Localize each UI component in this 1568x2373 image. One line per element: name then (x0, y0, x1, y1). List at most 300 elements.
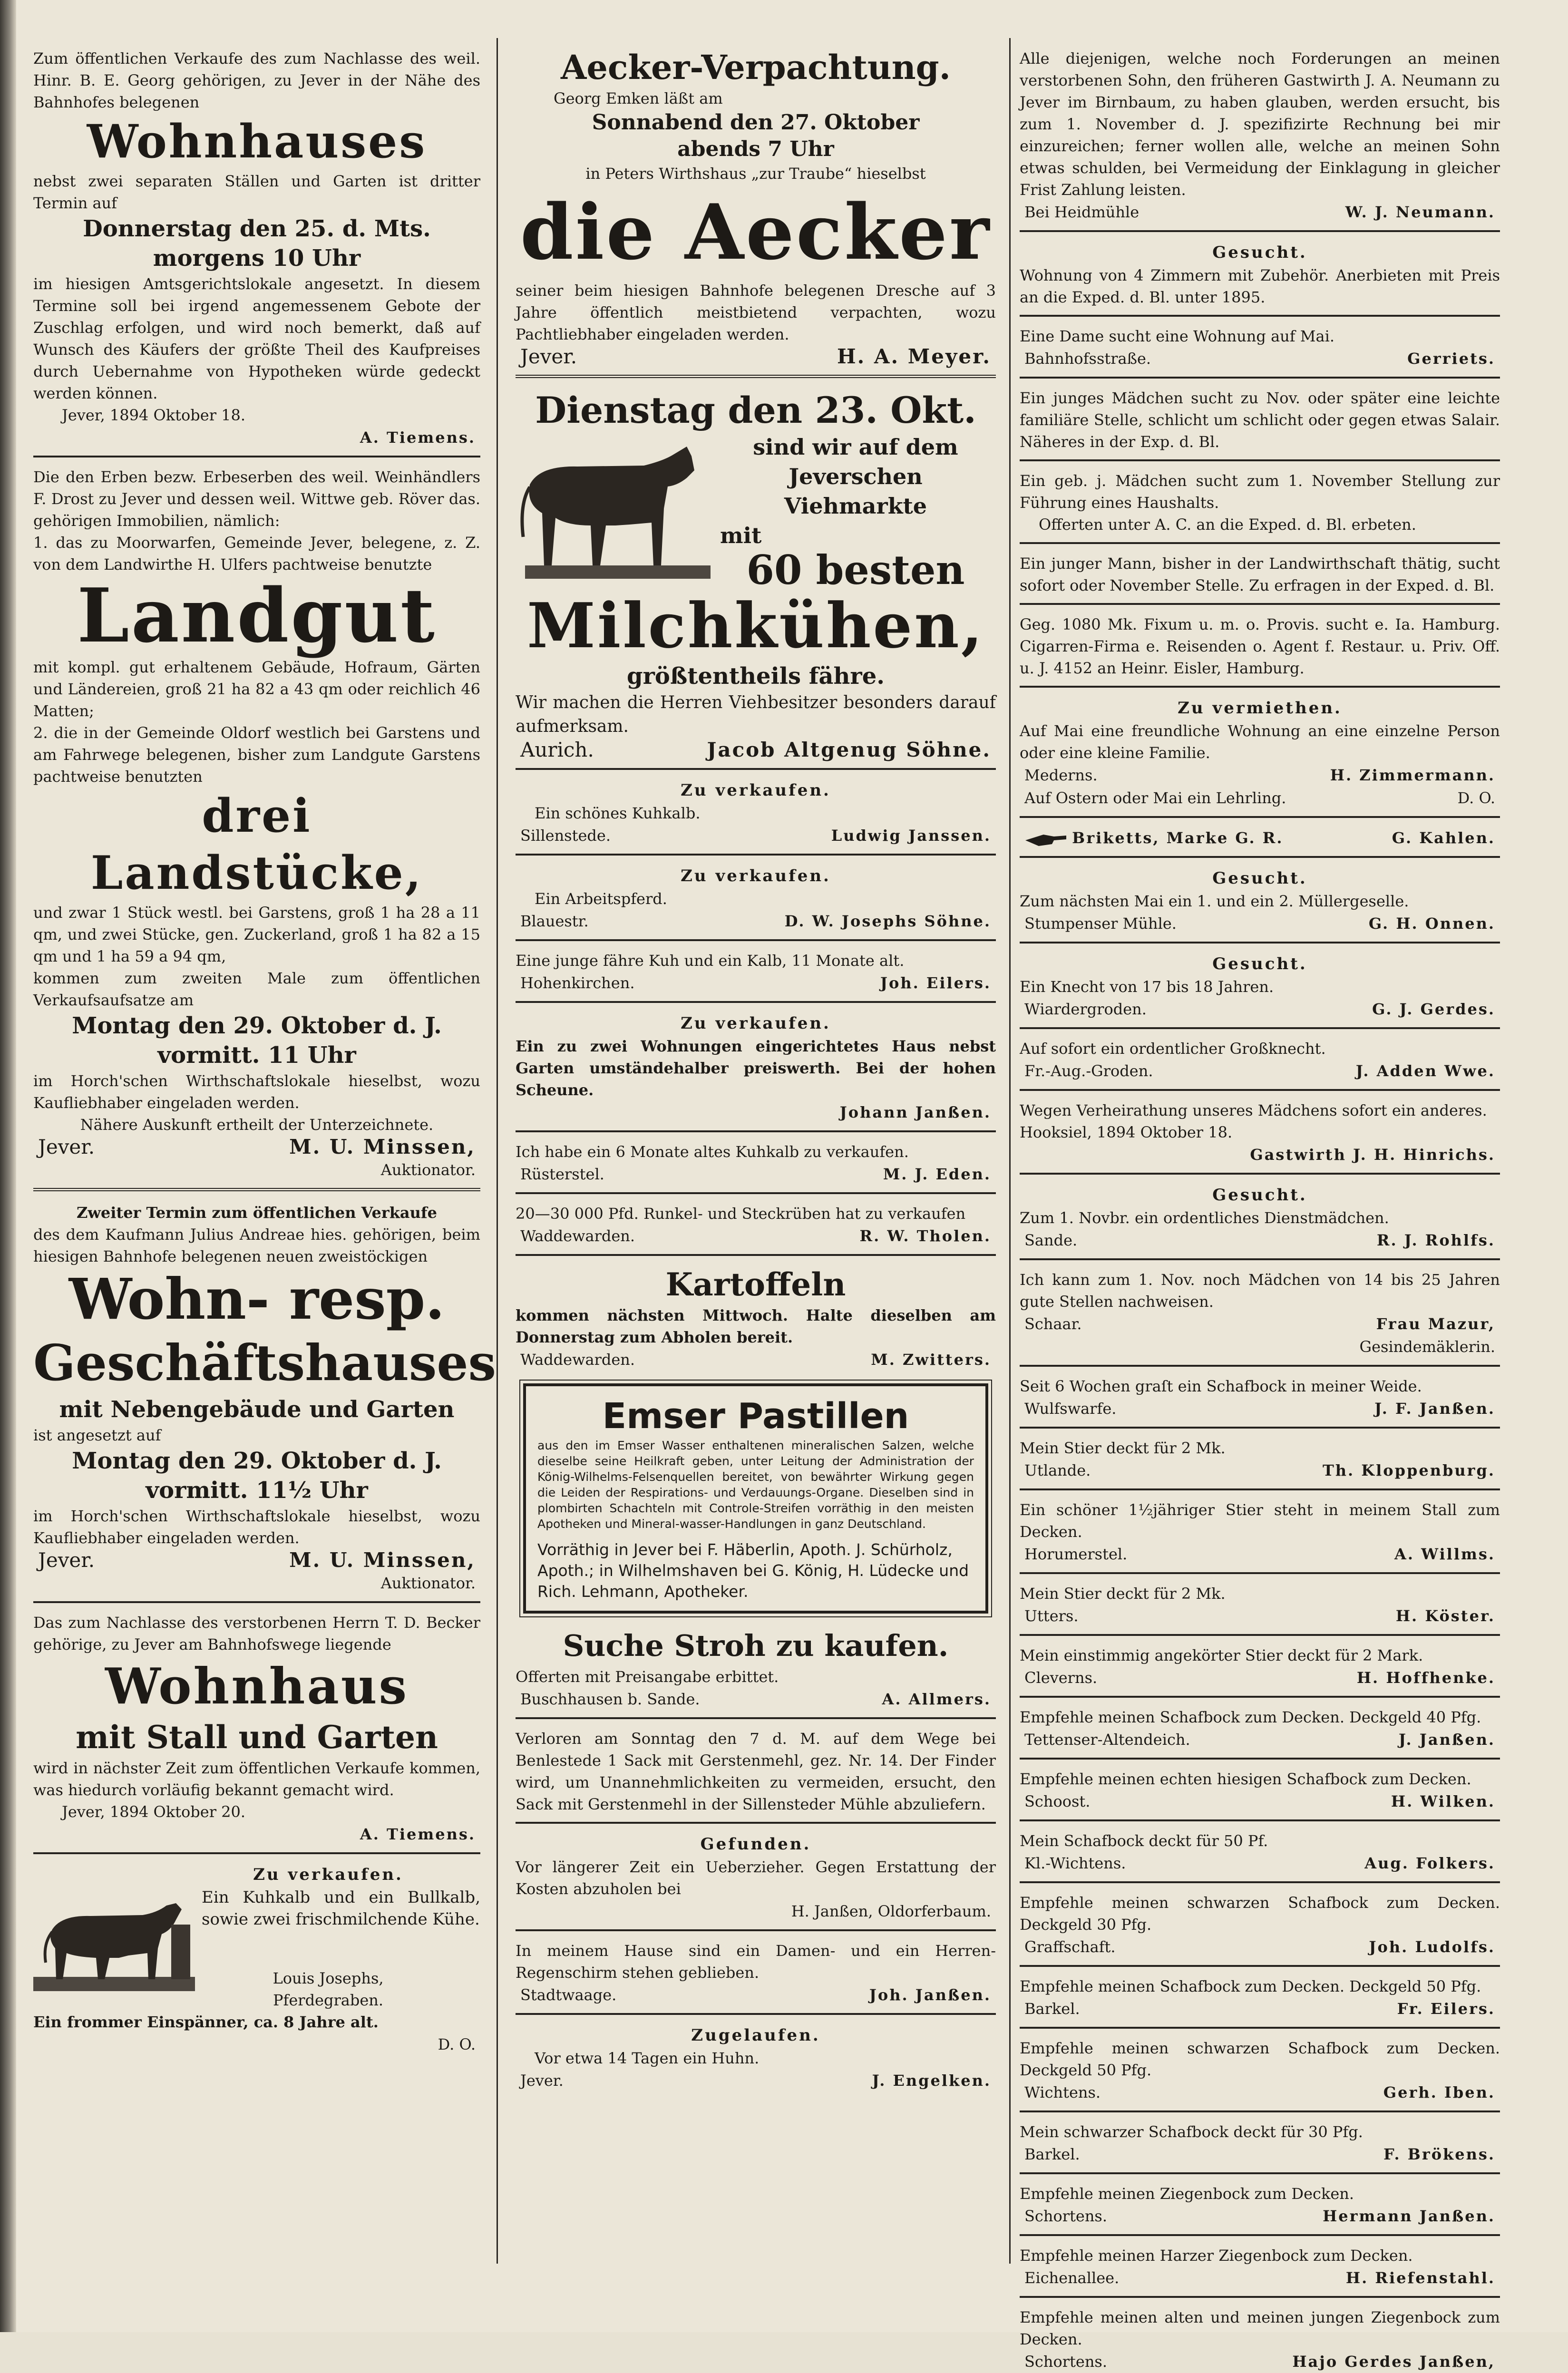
ad-body: Ich habe ein 6 Monate altes Kuhkalb zu verkaufen. (516, 1143, 909, 1161)
ad-signer: Th. Kloppenburg. (1322, 1461, 1495, 1479)
ad-intro: Die den Erben bezw. Erbeserben des weil. Weinhändlers F. Drost zu Jever und dessen weil. Wittwe geb. Röver das. gehörigen Immobilien, nämlich: (33, 468, 480, 530)
ad-divider (516, 1822, 996, 1824)
ad-signer: J. Adden Wwe. (1355, 1062, 1495, 1080)
ad-kuhkalb-josephs (33, 1863, 480, 2056)
ad-headline: Milchkühen, (527, 589, 984, 662)
ad-signer-title: Auktionator. (380, 1574, 476, 1592)
ad-headline: Wohnhaus (105, 1657, 409, 1715)
ad-body: In meinem Hause sind ein Damen- und ein Herren-Regenschirm stehen geblieben. (516, 1942, 996, 1982)
ad-geschaeftshaus-andreae (33, 1202, 497, 1595)
ad-body: Ein Kuhkalb und ein Bullkalb, sowie zwei frischmilchende Kühe. (202, 1888, 480, 1929)
ad-body: Mein Stier deckt für 2 Mk. (1020, 1439, 1226, 1457)
ad-cigarren-reisender (1020, 613, 1500, 679)
ad-place: Stumpenser Mühle. (1024, 914, 1177, 933)
ad-place: Kl.-Wichtens. (1024, 1854, 1126, 1872)
pointing-hand-icon (1024, 830, 1067, 849)
ad-body: Wegen Verheirathung unseres Mädchens sofort ein anderes. (1020, 1101, 1487, 1119)
ad-place: Schaar. (1024, 1315, 1082, 1333)
ad-divider (1020, 2027, 1500, 2029)
cow-illustration-icon (33, 1887, 195, 1996)
column-middle (516, 48, 996, 2245)
ad-place-date: Hooksiel, 1894 Oktober 18. (1020, 1123, 1233, 1141)
ad-body: Ich kann zum 1. Nov. noch Mädchen von 14 bis 25 Jahren gute Stellen nachweisen. (1020, 1271, 1500, 1311)
ad-stier-willms (1020, 1499, 1500, 1566)
ad-place: Aurich. (520, 738, 594, 761)
ad-signer: Joh. Janßen. (869, 1986, 991, 2004)
ad-schafbock-ludolfs (1020, 1892, 1500, 1958)
ad-stroh (516, 1626, 996, 1711)
ad-ziegenbock-janssen (1020, 2183, 1500, 2227)
ad-body: kommen zum zweiten Male zum öffentlichen Verkaufsaufsatze am (33, 969, 480, 1009)
ad-stier-kloppenburg (1020, 1437, 1500, 1482)
ad-body: Ein frommer Einspänner, ca. 8 Jahre alt. (33, 2013, 379, 2031)
ad-place: Sillenstede. (520, 827, 611, 845)
ad-divider (1020, 1634, 1500, 1636)
ad-divider (1020, 542, 1500, 544)
ad-head: Zu verkaufen. (681, 781, 831, 800)
ad-body: Mein Stier deckt für 2 Mk. (1020, 1585, 1226, 1603)
ad-signer: Johann Janßen. (839, 1103, 991, 1121)
ad-body: Empfehle meinen Harzer Ziegenbock zum Decken. (1020, 2247, 1413, 2265)
ad-signer: R. W. Tholen. (859, 1227, 991, 1245)
ad-signer: Frau Mazur, (1376, 1315, 1495, 1333)
ad-divider (1020, 1173, 1500, 1175)
ad-line: mit (720, 523, 762, 548)
ad-head: Zu verkaufen. (681, 1014, 831, 1033)
ad-headline: drei Landstücke, (90, 789, 423, 900)
ad-signer: H. Janßen, Oldorferbaum. (791, 1902, 991, 1920)
ad-body: Ein junger Mann, bisher in der Landwirthschaft thätig, sucht sofort oder November Stelle. Zu erfragen in der Exped. d. Bl. (1020, 554, 1500, 594)
ad-divider (516, 2013, 996, 2015)
ad-headline: Aecker-Verpachtung. (561, 48, 951, 87)
ad-headline: Geschäftshauses (33, 1333, 497, 1392)
ad-body: Vor etwa 14 Tagen ein Huhn. (535, 2049, 760, 2067)
ad-regenschirm (516, 1940, 996, 2006)
ad-body: Briketts, Marke G. R. (1072, 829, 1284, 847)
ad-grossknecht (1020, 1038, 1500, 1082)
ad-body: Eine junge fähre Kuh und ein Kalb, 11 Monate alt. (516, 952, 905, 970)
ad-schafbock-weide (1020, 1375, 1500, 1420)
ad-place: Schoost. (1024, 1792, 1091, 1810)
ad-line: 60 besten (746, 546, 965, 593)
ad-divider (1020, 1758, 1500, 1760)
ad-kuh-eilers (516, 950, 996, 994)
ad-date: Donnerstag den 25. d. Mts. (83, 215, 431, 242)
ad-divider (1020, 1965, 1500, 1967)
ad-body: Empfehle meinen Schafbock zum Decken. Deckgeld 50 Pfg. (1020, 1977, 1481, 1995)
ad-zu-vermiethen (1020, 696, 1500, 809)
ad-signer: A. Allmers. (882, 1690, 991, 1708)
ad-divider (33, 1852, 480, 1854)
ad-aecker-verpachtung (516, 48, 996, 368)
ad-place: Barkel. (1024, 2145, 1080, 2163)
ad-signer: Joh. Ludolfs. (1369, 1938, 1495, 1956)
column-left (33, 48, 497, 2245)
ad-signer: Aug. Folkers. (1364, 1854, 1495, 1872)
ad-divider (1020, 459, 1500, 461)
ad-body: Zum nächsten Mai ein 1. und ein 2. Müllergeselle. (1020, 892, 1409, 910)
ad-signer: H. Riefenstahl. (1345, 2269, 1495, 2287)
ad-divider (1020, 315, 1500, 317)
ad-place: Utlande. (1024, 1461, 1091, 1479)
ad-signer: H. Wilken. (1391, 1792, 1495, 1810)
ad-signer: Hajo Gerdes Janßen, (1292, 2353, 1495, 2371)
ad-junger-mann (1020, 553, 1500, 596)
ad-headline: Kartoffeln (665, 1266, 846, 1303)
ad-head: Gesucht. (1212, 869, 1307, 888)
ad-divider (516, 375, 996, 380)
ad-place: Hohenkirchen. (520, 974, 635, 992)
ad-time: morgens 10 Uhr (153, 245, 361, 272)
ad-place: Wulfswarfe. (1024, 1400, 1117, 1418)
ad-divider (1020, 856, 1500, 858)
ad-signer: Gerh. Iben. (1383, 2083, 1495, 2101)
ad-signer: R. J. Rohlfs. (1376, 1231, 1495, 1249)
ad-signer: M. U. Minssen, (289, 1548, 476, 1572)
ad-body: wird in nächster Zeit zum öffentlichen Verkaufe kommen, was hiedurch vorläufig bekannt gemacht wird. (33, 1759, 480, 1799)
ad-wohnhaus-becker (33, 1612, 480, 1846)
ad-divider (516, 1001, 996, 1003)
ad-body: Empfehle meinen Ziegenbock zum Decken. (1020, 2185, 1354, 2203)
ad-signer: A. Tiemens. (360, 1825, 476, 1843)
ad-body: Ein Knecht von 17 bis 18 Jahren. (1020, 978, 1274, 996)
ad-divider (1020, 1427, 1500, 1429)
ad-signer: G. Kahlen. (1392, 829, 1495, 847)
ad-date: Sonnabend den 27. Oktober (592, 110, 920, 135)
ad-landgut-drost (33, 466, 480, 1181)
ad-item: 1. das zu Moorwarfen, Gemeinde Jever, belegene, z. Z. von dem Landwirthe H. Ulfers pachtweise benutzte (33, 534, 480, 574)
ad-divider (1020, 1881, 1500, 1883)
ad-place: Buschhausen b. Sande. (520, 1690, 700, 1708)
ad-time: vormitt. 11½ Uhr (146, 1477, 368, 1504)
ad-place: Stadtwaage. (520, 1986, 617, 2004)
ad-line: in Peters Wirthshaus „zur Traube“ hieselbst (585, 165, 926, 183)
ad-date: Montag den 29. Oktober d. J. (72, 1012, 442, 1039)
ad-headline: Wohn- resp. (68, 1266, 445, 1332)
ad-divider (516, 1929, 996, 1931)
ad-wohnhaus-georg (33, 48, 480, 449)
ad-body: Offerten unter A. C. an die Exped. d. Bl. erbeten. (1039, 515, 1416, 534)
ad-body: Seit 6 Wochen graſt ein Schafbock in meiner Weide. (1020, 1377, 1422, 1395)
ad-date: Montag den 29. Oktober d. J. (72, 1448, 442, 1474)
ad-head: Gefunden. (700, 1835, 811, 1854)
ad-dienstmaedchen (1020, 1183, 1500, 1252)
ad-place: Waddewarden. (520, 1351, 635, 1369)
ad-signer: M. Zwitters. (871, 1351, 991, 1369)
ad-place: Utters. (1024, 1607, 1079, 1625)
ad-body: Mein Schafbock deckt für 50 Pf. (1020, 1832, 1268, 1850)
ad-place: Jever. (38, 1548, 95, 1572)
ad-headline: Emser Pastillen (602, 1396, 909, 1437)
ad-verloren (516, 1728, 996, 1815)
ad-body: Eine Dame sucht eine Wohnung auf Mai. (1020, 327, 1335, 345)
ad-intro-bold: Zweiter Termin zum öffentlichen Verkaufe (76, 1204, 438, 1222)
ad-body: Empfehle meinen schwarzen Schafbock zum Decken. Deckgeld 50 Pfg. (1020, 2039, 1500, 2079)
ad-signer: M. J. Eden. (883, 1165, 991, 1183)
column-right (1020, 48, 1500, 2371)
ad-divider (1020, 230, 1500, 232)
ad-place: Bei Heidmühle (1024, 203, 1139, 221)
ad-divider (1020, 1696, 1500, 1698)
ad-signer-title: Auktionator. (380, 1161, 476, 1179)
ad-headline: Landgut (77, 572, 437, 659)
ad-signer: Ludwig Janssen. (831, 827, 991, 845)
ad-body: Wohnung von 4 Zimmern mit Zubehör. Anerbieten mit Preis an die Exped. d. Bl. unter 1895. (1020, 266, 1500, 306)
ad-maedchen-stelle (1020, 387, 1500, 453)
ad-item: 2. die in der Gemeinde Oldorf westlich bei Garstens und am Fahrwege belegenen, bisher zum Landgute Garstens pachtweise benutzten (33, 724, 480, 786)
ad-place: Schortens. (1024, 2207, 1108, 2225)
ad-body: ist angesetzt auf (33, 1426, 161, 1444)
ad-divider (1020, 1258, 1500, 1260)
ad-body: Ein junges Mädchen sucht zu Nov. oder später eine leichte familiäre Stelle, schlicht um schlicht oder gegen etwas Salair. Näheres in der Exp. d. Bl. (1020, 389, 1500, 451)
ad-kuhkalb-eden (516, 1141, 996, 1186)
ad-signer: Gastwirth J. H. Hinrichs. (1250, 1146, 1495, 1164)
ad-milchkuehe (516, 389, 996, 761)
ad-signer: A. Willms. (1394, 1545, 1495, 1563)
ad-place: Horumerstel. (1024, 1545, 1128, 1563)
ad-time: abends 7 Uhr (677, 137, 834, 161)
ad-divider (33, 456, 480, 457)
ad-place: Fr.-Aug.-Groden. (1024, 1062, 1153, 1080)
ad-body: Ein geb. j. Mädchen sucht zum 1. November Stellung zur Führung eines Haushalts. (1020, 472, 1500, 512)
ad-ziegenbock-riefenstahl (1020, 2245, 1500, 2289)
ad-divider (1020, 816, 1500, 818)
ad-body: Ein schöner 1½jähriger Stier steht in meinem Stall zum Decken. (1020, 1501, 1500, 1541)
ad-place: Wichtens. (1024, 2083, 1101, 2101)
ad-kuhkalb-janssen (516, 778, 996, 847)
ad-signer: G. H. Onnen. (1368, 914, 1495, 933)
ad-place-date: Jever, 1894 Oktober 20. (62, 1803, 246, 1821)
ad-line: größtentheils fähre. (627, 663, 885, 690)
ad-signer: H. A. Meyer. (837, 345, 991, 368)
ad-headline: Suche Stroh zu kaufen. (563, 1628, 949, 1663)
ad-schafbock-iben (1020, 2037, 1500, 2104)
newspaper-page (16, 0, 1568, 2371)
ad-divider (1020, 1089, 1500, 1091)
ad-divider (1020, 1488, 1500, 1490)
ad-body: Mein einstimmig angekörter Stier deckt für 2 Mark. (1020, 1646, 1423, 1664)
ad-gefunden (516, 1832, 996, 1923)
ad-body: Nähere Auskunft ertheilt der Unterzeichnete. (80, 1116, 434, 1134)
ad-body: Empfehle meinen echten hiesigen Schafbock zum Decken. (1020, 1770, 1471, 1788)
page-binding-edge (0, 0, 16, 2332)
ad-body: Auf Mai eine freundliche Wohnung an eine einzelne Person oder eine kleine Familie. (1020, 722, 1500, 762)
ad-zugelaufen (516, 2023, 996, 2092)
ad-signer: Louis Josephs, (273, 1969, 384, 1987)
ad-place: Jever. (520, 345, 577, 368)
ad-line: Jeverschen Viehmarkte (784, 464, 927, 519)
ad-arbeitspferd (516, 864, 996, 933)
ad-body: im hiesigen Amtsgerichtslokale angesetzt. In diesem Termine soll bei irgend angemessenem Gebote der Zuschlag erfolgen, und wird noch bemerkt, daß auf Wunsch des Käufers der größte Theil des Kaufpreises durch Uebernahme von Hypotheken würde gedeckt werden können. (33, 275, 480, 402)
ad-divider (1020, 2234, 1500, 2236)
ad-body: aus den im Emser Wasser enthaltenen mineralischen Salzen, welche dieselbe seine Heilkraft geben, unter Leitung der Administration der König-Wilhelms-Felsenquellen bereitet, von bewährter Wirkung gegen die Leiden der Respirations- und Verdauungs-Organe. Dieselben sind in plombirten Schachteln mit Controle-Streifen vorräthig in den meisten Apotheken und Mineral-wasser-Handlungen in ganz Deutschland. (537, 1439, 974, 1531)
ad-body: Verloren am Sonntag den 7 d. M. auf dem Wege bei Benlestede 1 Sack mit Gerstenmehl, gez. Nr. 14. Der Finder wird, um Unannehmlichkeiten zu vermeiden, ersucht, den Sack mit Gerstenmehl in der Sillensteder Mühle abzuliefern. (516, 1730, 996, 1813)
ad-signer: A. Tiemens. (360, 428, 476, 447)
ad-gesindemaeklerin (1020, 1269, 1500, 1358)
ad-emser-pastillen (523, 1383, 988, 1614)
ad-body: seiner beim hiesigen Bahnhofe belegenen Dresche auf 3 Jahre öffentlich meistbietend verpachten, wozu Pachtliebhaber eingeladen werden. (516, 282, 996, 343)
ad-place: Wiardergroden. (1024, 1000, 1147, 1018)
ad-signer: W. J. Neumann. (1345, 203, 1495, 221)
ad-divider (1020, 686, 1500, 688)
ad-divider (516, 1130, 996, 1132)
ad-divider (516, 1717, 996, 1719)
ad-place: Jever. (38, 1135, 95, 1158)
ad-body: Mein schwarzer Schafbock deckt für 30 Pfg. (1020, 2123, 1363, 2141)
ad-signer: M. U. Minssen, (289, 1135, 476, 1158)
ad-time: vormitt. 11 Uhr (157, 1042, 356, 1069)
ad-divider (33, 1188, 480, 1193)
ad-haushalt-stellung (1020, 470, 1500, 535)
ad-headline: mit Stall und Garten (76, 1719, 438, 1756)
ad-divider (1020, 2296, 1500, 2298)
ad-stier-hoffhenke (1020, 1644, 1500, 1689)
ad-head: Gesucht. (1212, 243, 1307, 262)
ad-knecht (1020, 952, 1500, 1021)
ad-signer: J. Janßen. (1398, 1731, 1495, 1749)
ad-place: Sande. (1024, 1231, 1078, 1249)
ad-schafbock-eilers (1020, 1975, 1500, 2020)
ad-signer: Hermann Janßen. (1323, 2207, 1495, 2225)
ad-divider (1020, 1027, 1500, 1029)
ad-body: mit kompl. gut erhaltenem Gebäude, Hofraum, Gärten und Ländereien, groß 21 ha 82 a 43 qm oder reichlich 46 Matten; (33, 658, 480, 720)
ad-signer: J. Engelken. (872, 2072, 991, 2090)
ad-place: Bahnhofsstraße. (1024, 350, 1151, 368)
ad-signer: J. F. Janßen. (1374, 1400, 1495, 1418)
ad-place: Blauestr. (520, 912, 589, 930)
ad-body: im Horch'schen Wirthschaftslokale hieselbst, wozu Kaufliebhaber eingeladen werden. (33, 1072, 480, 1112)
ad-rueben-tholen (516, 1203, 996, 1247)
ad-body: Wir machen die Herren Viehbesitzer besonders darauf aufmerksam. (516, 693, 996, 736)
ad-divider (516, 854, 996, 856)
column-rule (1009, 38, 1011, 2264)
ad-place: Mederns. (1024, 766, 1098, 784)
ad-body: Auf sofort ein ordentlicher Großknecht. (1020, 1040, 1326, 1058)
ad-divider (516, 1254, 996, 1256)
ad-stier-koester (1020, 1583, 1500, 1627)
ad-signer: D. O. (1457, 789, 1495, 807)
ad-divider (33, 1601, 480, 1603)
ad-head: Zu verkaufen. (681, 866, 831, 885)
ad-dame-wohnung (1020, 325, 1500, 370)
ad-signer: G. J. Gerdes. (1372, 1000, 1495, 1018)
ad-headline: die Aecker (520, 187, 992, 277)
ad-signer: Fr. Eilers. (1397, 2000, 1495, 2018)
ad-intro: Das zum Nachlasse des verstorbenen Herrn T. D. Becker gehörige, zu Jever am Bahnhofswege liegende (33, 1614, 480, 1653)
ad-place-date: Jever, 1894 Oktober 18. (62, 406, 246, 424)
ad-hinrichs (1020, 1099, 1500, 1166)
ad-place: Graffschaft. (1024, 1938, 1116, 1956)
ad-place: Rüsterstel. (520, 1165, 604, 1183)
ad-body: Ein zu zwei Wohnungen eingerichtetes Haus nebst Garten umständehalber preiswerth. Bei der hohen Scheune. (516, 1037, 996, 1099)
ad-kartoffeln (516, 1264, 996, 1371)
ad-head: Zu verkaufen. (253, 1865, 403, 1884)
ad-signer: D. O. (438, 2035, 476, 2053)
ad-signer: Gerriets. (1407, 350, 1495, 368)
ad-schafbock-janssen (1020, 1706, 1500, 1751)
ad-body: 20—30 000 Pfd. Runkel- und Steckrüben hat zu verkaufen (516, 1205, 966, 1223)
ad-head: Zu vermiethen. (1178, 699, 1342, 718)
ad-body: Empfehle meinen schwarzen Schafbock zum Decken. Deckgeld 30 Pfg. (1020, 1894, 1500, 1934)
ad-schafbock-folkers (1020, 1830, 1500, 1875)
ad-line: sind wir auf dem (753, 434, 958, 460)
ad-place: Waddewarden. (520, 1227, 635, 1245)
ad-date: Dienstag den 23. Okt. (535, 389, 976, 431)
ad-line: Georg Emken läßt am (554, 89, 723, 107)
ad-place: Cleverns. (1024, 1669, 1098, 1687)
ad-body: und zwar 1 Stück westl. bei Garstens, groß 1 ha 28 a 11 qm, und zwei Stücke, gen. Zuckerland, groß 1 ha 82 a 15 qm und 1 ha 59 a 94 qm, (33, 904, 480, 965)
ad-divider (516, 768, 996, 770)
ad-divider (1020, 2110, 1500, 2112)
ad-divider (1020, 942, 1500, 943)
ad-body: Offerten mit Preisangabe erbittet. (516, 1668, 779, 1686)
ad-signer: D. W. Josephs Söhne. (784, 912, 991, 930)
ad-body: Auf Ostern oder Mai ein Lehrling. (1024, 789, 1286, 807)
ad-headline: Wohnhauses (87, 115, 427, 168)
ad-divider (1020, 2172, 1500, 2174)
ad-signer-title: Gesindemäklerin. (1359, 1338, 1495, 1356)
ad-schafbock-wilken (1020, 1768, 1500, 1813)
ad-head: Gesucht. (1212, 954, 1307, 973)
ad-signer: Joh. Eilers. (880, 974, 991, 992)
ad-body: Alle diejenigen, welche noch Forderungen an meinen verstorbenen Sohn, den früheren Gastwirth J. A. Neumann zu Jever im Birnbaum, zu haben glauben, werden ersucht, bis zum 1. November d. J. spezifizirte Rechnung bei mir einzureichen; ferner wollen alle, welche an meinen Sohn etwas schulden, bei Vermeidung der Einklagung in gleicher Frist Zahlung leisten. (1020, 49, 1500, 199)
ad-signer: F. Brökens. (1383, 2145, 1495, 2163)
ad-headline: mit Nebengebäude und Garten (59, 1396, 455, 1423)
ad-briketts (1020, 827, 1500, 849)
ad-muellergeselle (1020, 866, 1500, 935)
ad-intro: Zum öffentlichen Verkaufe des zum Nachlasse des weil. Hinr. B. E. Georg gehörigen, zu Jever in der Nähe des Bahnhofes belegenen (33, 49, 480, 111)
ad-place: Eichenallee. (1024, 2269, 1120, 2287)
ad-divider (1020, 1572, 1500, 1574)
ad-place: Barkel. (1024, 2000, 1080, 2018)
ad-wohnung-gesucht (1020, 241, 1500, 308)
ad-body: Vor längerer Zeit ein Ueberzieher. Gegen Erstattung der Kosten abzuholen bei (516, 1858, 996, 1898)
ad-divider (516, 939, 996, 941)
ad-body: Zum 1. Novbr. ein ordentliches Dienstmädchen. (1020, 1209, 1389, 1227)
ad-head: Gesucht. (1212, 1186, 1307, 1205)
ad-haus-janssen (516, 1011, 996, 1124)
ad-divider (1020, 1819, 1500, 1821)
ad-signer: H. Köster. (1395, 1607, 1495, 1625)
ad-divider (1020, 1365, 1500, 1367)
ad-intro: des dem Kaufmann Julius Andreae hies. gehörigen, beim hiesigen Bahnhofe belegenen neuen zweistöckigen (33, 1225, 480, 1265)
ad-divider (1020, 377, 1500, 379)
ad-place: Jever. (520, 2072, 564, 2090)
ad-stockists: Vorräthig in Jever bei F. Häberlin, Apoth. J. Schürholz, Apoth.; in Wilhelmshaven bei G. König, H. Lüdecke und Rich. Lehmann, Apotheker. (537, 1540, 969, 1601)
ad-body: nebst zwei separaten Ställen und Garten ist dritter Termin auf (33, 172, 480, 212)
ad-signer: Jacob Altgenug Söhne. (707, 738, 991, 761)
ad-schafbock-broekens (1020, 2121, 1500, 2166)
ad-place: Schortens. (1024, 2353, 1108, 2371)
ad-body: Empfehle meinen alten und meinen jungen Ziegenbock zum Decken. (1020, 2308, 1500, 2348)
ad-divider (1020, 603, 1500, 605)
ad-signer: H. Zimmermann. (1330, 766, 1495, 784)
ad-divider (516, 1192, 996, 1194)
column-rule (497, 38, 498, 2264)
ad-head: Zugelaufen. (691, 2026, 820, 2045)
ad-signer: H. Hoffhenke. (1356, 1669, 1495, 1687)
ad-ziegenbock-gerdes (1020, 2306, 1500, 2373)
ad-place: Tettenser-Altendeich. (1024, 1731, 1190, 1749)
ad-signer-place: Pferdegraben. (273, 1991, 384, 2009)
ad-body: im Horch'schen Wirthschaftslokale hieselbst, wozu Kaufliebhaber eingeladen werden. (33, 1507, 480, 1547)
ad-body: kommen nächsten Mittwoch. Halte dieselben am Donnerstag zum Abholen bereit. (516, 1306, 996, 1346)
ad-neumann (1020, 48, 1500, 224)
ad-body: Ein schönes Kuhkalb. (535, 804, 701, 822)
ad-body: Ein Arbeitspferd. (535, 890, 667, 908)
cow-illustration-icon (516, 432, 715, 584)
ad-body: Geg. 1080 Mk. Fixum u. m. o. Provis. sucht e. Ia. Hamburg. Cigarren-Firma e. Reisenden o. Agent f. Restaur. u. Priv. Off. u. J. 4152 an Heinr. Eisler, Hamburg. (1020, 615, 1500, 677)
